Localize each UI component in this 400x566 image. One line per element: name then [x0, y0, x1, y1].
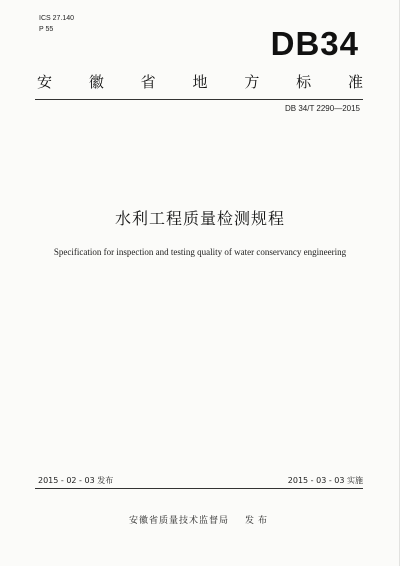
- issuer-action: 发布: [245, 516, 272, 526]
- header-divider: [35, 99, 363, 100]
- province-char: 方: [244, 73, 260, 91]
- footer-divider: [35, 488, 363, 489]
- ics-code: ICS 27.140: [39, 15, 75, 22]
- db-logo: DB34: [270, 25, 359, 62]
- document-title-english: Specification for inspection and testing quality of water conservancy engineering: [53, 247, 347, 257]
- province-standard-heading: [37, 73, 363, 91]
- issuing-authority: [0, 513, 400, 526]
- province-char: 安: [37, 73, 53, 91]
- classification-codes: [39, 13, 74, 35]
- standard-number: DB 34/T 2290—2015: [284, 104, 360, 113]
- issuer-organization: 安徽省质量技术监督局: [128, 516, 229, 526]
- document-title-chinese: 水利工程质量检测规程: [114, 209, 285, 228]
- province-char: 准: [347, 73, 363, 91]
- issue-date: 2015 - 02 - 03 发布: [38, 476, 114, 485]
- province-char: 标: [296, 73, 312, 91]
- implementation-date: 2015 - 03 - 03 实施: [287, 476, 363, 485]
- category-code: P 55: [39, 26, 54, 33]
- province-char: 省: [140, 73, 156, 91]
- province-char: 地: [192, 73, 208, 91]
- province-char: 徽: [88, 73, 104, 91]
